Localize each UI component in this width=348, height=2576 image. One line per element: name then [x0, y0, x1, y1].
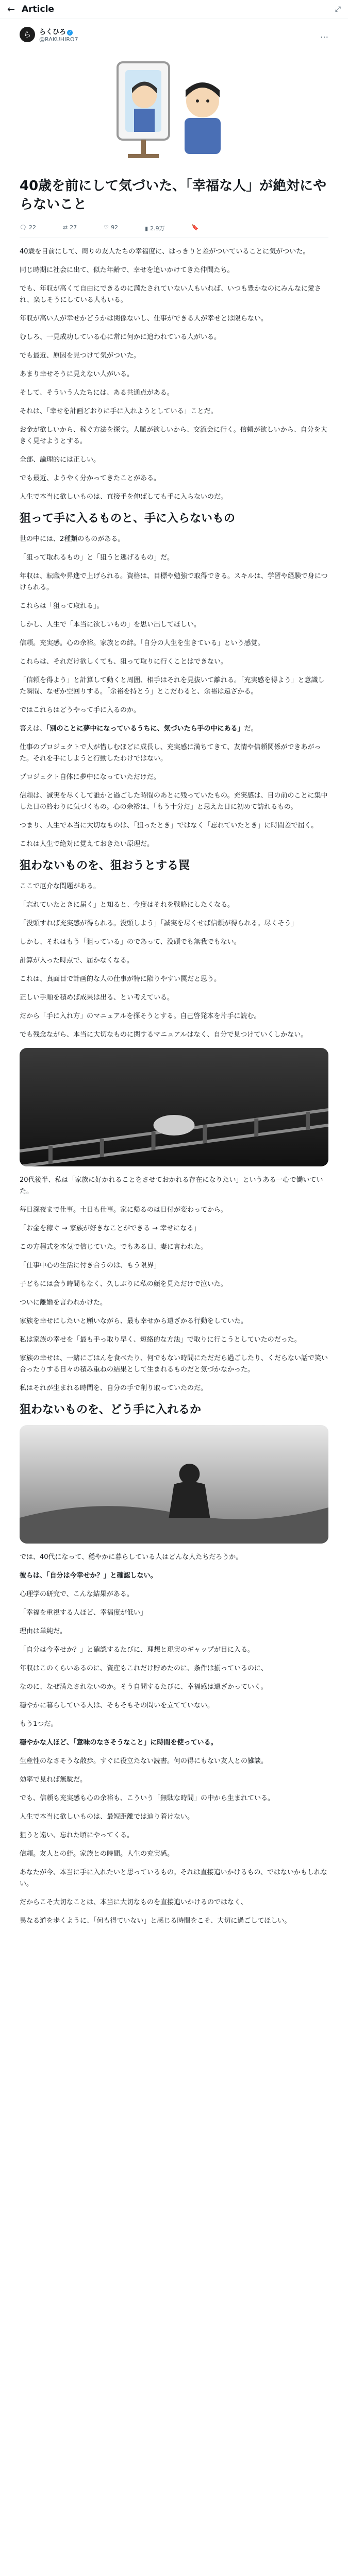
author-name[interactable]: らくひろ — [39, 28, 67, 36]
paragraph: これは、真面目で計画的な人の仕事が特に陥りやすい罠だと思う。 — [20, 975, 221, 983]
paragraph: 全部、論理的には正しい。 — [20, 456, 101, 464]
paragraph: この方程式を本気で信じていた。でもある日、妻に言われた。 — [20, 1243, 208, 1251]
article-body — [20, 246, 328, 1927]
bookmark-button[interactable]: 🔖 — [191, 224, 199, 231]
avatar-letter: ら — [24, 31, 31, 39]
paragraph: これらは「狙って取れる」。 — [20, 602, 104, 610]
paragraph: なのに、なぜ満たされないのか。そう自問するたびに、幸福感は遠ざかっていく。 — [20, 1683, 268, 1691]
paragraph: 正しい手順を積めば成果は出る、とい考えている。 — [20, 994, 174, 1002]
paragraph: プロジェクト自体に夢中になっていただけだ。 — [20, 773, 160, 781]
article-content — [0, 19, 348, 1927]
paragraph: 理由は単純だ。 — [20, 1628, 67, 1635]
top-bar — [0, 0, 348, 19]
paragraph: そして、そういう人たちには、ある共通点がある。 — [20, 389, 174, 397]
paragraph: でも最近、ようやく分かってきたことがある。 — [20, 474, 161, 482]
page-title: Article — [22, 4, 54, 14]
bold-text: 彼らは、「自分は今幸せか？」と確認しない。 — [20, 1572, 157, 1580]
paragraph: 世の中には、2種類のものがある。 — [20, 535, 125, 543]
paragraph: 「信頼を得よう」と計算して動くと周囲、相手はそれを見抜いて離れる。「充実感を得よう」と意識した瞬間、なぜか空回りする。「余裕を持とう」とこだわると、余裕は遠ざかる。 — [20, 676, 325, 696]
paragraph: では、40代になって、穏やかに暮らしている人はどんな人たちだろうか。 — [20, 1553, 243, 1561]
reply-icon: 🗨 — [20, 224, 27, 231]
paragraph — [20, 1570, 328, 1582]
paragraph: 家族の幸せは、一緒にごはんを食べたり、何でもない時間にただだら過ごしたり、くだらない話で笑い合ったりする日々の積み重ねの結果として生まれるものだと気づかなかった。 — [20, 1354, 328, 1374]
paragraph: もう1つだ。 — [20, 1720, 58, 1728]
back-arrow-icon[interactable]: ← — [7, 4, 15, 15]
paragraph: 「自分は今幸せか？」と確認するたびに、理想と現実のギャップが目に入る。 — [20, 1646, 255, 1654]
like-count: 92 — [111, 224, 119, 231]
paragraph: しかし、人生で「本当に欲しいもの」を思い出してほしい。 — [20, 621, 201, 629]
article-photo-person — [20, 1425, 328, 1544]
paragraph: むしろ、一見成功している心に常に何かに追われている人がいる。 — [20, 333, 221, 341]
paragraph: 年収は、転職や昇進で上げられる。資格は、目標や勉強で取得できる。スキルは、学習や経験で身につけられる。 — [20, 572, 328, 591]
paragraph: 人生で本当に欲しいものは、最短距離では辿り着けない。 — [20, 1813, 194, 1821]
paragraph: 毎日深夜まで仕事。土日も仕事。家に帰るのは日付が変わってから。 — [20, 1206, 227, 1214]
text-span: だ。 — [244, 725, 258, 733]
article-title: 40歳を前にして気づいた、「幸福な人」が絶対にやらないこと — [20, 178, 327, 212]
paragraph: 狙うと遠い、忘れた頃にやってくる。 — [20, 1832, 134, 1839]
paragraph: 40歳を目前にして、周りの友人たちの幸福度に、はっきりと差がついていることに気がついた。 — [20, 248, 310, 256]
hero-illustration — [97, 52, 252, 165]
paragraph: 「お金を稼ぐ → 家族が好きなことができる → 幸せになる」 — [20, 1225, 201, 1232]
text-span: 答えは、 — [20, 725, 47, 733]
views-button[interactable] — [145, 224, 165, 232]
paragraph: だからこそ大切なことは、本当に大切なものを直接追いかけるのではなく、 — [20, 1899, 247, 1906]
author-row — [20, 26, 328, 43]
section-heading: 狙わないものを、どう手に入れるか — [20, 1403, 202, 1416]
paragraph — [20, 723, 328, 735]
paragraph: これは人生で絶対に覚えておきたい原理だ。 — [20, 840, 154, 848]
avatar[interactable] — [20, 27, 35, 42]
paragraph: 年収はこのくらいあるのに、資産もこれだけ貯めたのに、条件は揃っているのに、 — [20, 1665, 268, 1672]
repost-count: 27 — [70, 224, 77, 231]
paragraph: 20代後半、私は「家族に好かれることをさせておかれる存在になりたい」というある一心で働いていた。 — [20, 1176, 323, 1195]
paragraph: ここで厄介な問題がある。 — [20, 883, 101, 890]
paragraph: 「仕事中心の生活に付き合うのは、もう限界」 — [20, 1262, 161, 1269]
paragraph: つまり、人生で本当に大切なものは、「狙ったとき」ではなく「忘れていたとき」に時間差で届く。 — [20, 822, 318, 829]
repost-button[interactable] — [63, 224, 77, 232]
paragraph: 生産性のなさそうな散歩。すぐに役立たない読書。何の得にもない友人との雑談。 — [20, 1757, 268, 1765]
reply-count: 22 — [28, 224, 36, 231]
paragraph: 穏やかに暮らしている人は、そもそもその問いを立てていない。 — [20, 1702, 214, 1709]
bold-text: 穏やかな人ほど、「意味のなさそうなこと」に時間を使っている。 — [20, 1739, 218, 1747]
paragraph: 計算が入った時点で、届かなくなる。 — [20, 957, 134, 964]
paragraph: しかし、それはもう「狙っている」のであって、没頭でも無我でもない。 — [20, 938, 241, 946]
paragraph: 子どもには会う時間もなく、久しぶりに私の顔を見ただけで泣いた。 — [20, 1280, 227, 1288]
like-button[interactable] — [104, 224, 118, 232]
paragraph: あまり幸せそうに見えない人がいる。 — [20, 370, 134, 378]
bold-text: 「別のことに夢中になっているうちに、気づいたら手の中にある」 — [46, 725, 244, 733]
article-photo-railway — [20, 1048, 328, 1166]
paragraph: 「没頭すれば充実感が得られる。没頭しよう」「誠実を尽くせば信頼が得られる。尽くそう」 — [20, 920, 298, 927]
paragraph: 信頼。友人との絆。家族との時間。人生の充実感。 — [20, 1850, 174, 1858]
paragraph: 心理学の研究で、こんな結果がある。 — [20, 1590, 134, 1598]
paragraph: だから「手に入れ方」のマニュアルを探そうとする。自己啓発本を片手に読む。 — [20, 1012, 261, 1020]
paragraph: でも、信頼も充実感も心の余裕も、こういう「無駄な時間」の中から生まれている。 — [20, 1794, 275, 1802]
paragraph: 同じ時期に社会に出て、似た年齢で、幸せを追いかけてきた仲間たち。 — [20, 266, 234, 274]
paragraph: 「幸福を重視する人ほど、幸福度が低い」 — [20, 1609, 147, 1617]
paragraph: お金が欲しいから、稼ぐ方法を探す。人脈が欲しいから、交流会に行く。信頼が欲しいから、自分を大きく見せようとする。 — [20, 426, 327, 445]
paragraph: これらは、それだけ欲しくても、狙って取りに行くことはできない。 — [20, 658, 228, 666]
more-options-icon[interactable]: … — [320, 29, 328, 40]
paragraph: 信頼。充実感。心の余裕。家族との絆。「自分の人生を生きている」という感覚。 — [20, 639, 264, 647]
section-heading: 狙わないものを、狙おうとする罠 — [20, 859, 190, 872]
paragraph: あなたが今、本当に手に入れたいと思っているもの。それは直接追いかけるもの、ではないかもしれない。 — [20, 1869, 327, 1888]
heart-icon: ♡ — [104, 224, 109, 231]
paragraph: それは、「幸せを計画どおりに手に入れようとしている」ことだ。 — [20, 408, 218, 415]
author-handle[interactable]: @RAKUHIRO7 — [39, 36, 78, 43]
paragraph: 効率で見れば無駄だ。 — [20, 1776, 87, 1784]
verified-badge-icon: ✓ — [67, 30, 73, 36]
paragraph: 家族を幸せにしたいと願いながら、最も幸せから遠ざかる行動をしていた。 — [20, 1317, 248, 1325]
paragraph: 年収が高い人が幸せかどうかは関係ないし、仕事ができる人が幸せとは限らない。 — [20, 315, 268, 323]
author-info — [39, 26, 78, 43]
view-count: 2.9万 — [150, 225, 165, 232]
paragraph: 「狙って取れるもの」と「狙うと逃げるもの」だ。 — [20, 554, 174, 562]
paragraph: 信頼は、誠実を尽くして誰かと過ごした時間のあとに残っていたもの。充実感は、目の前のことに集中した日の終わりに気づくもの。心の余裕は、「もう十分だ」と思えた日に初めて訪れるもの。 — [20, 792, 328, 811]
paragraph — [20, 1737, 328, 1749]
paragraph: ではこれらはどうやって手に入るのか。 — [20, 706, 141, 714]
paragraph: 異なる道を歩くように、「何も得ていない」と感じる時間をこそ、大切に過ごしてほしい。 — [20, 1917, 291, 1925]
views-icon: ▮ — [145, 225, 148, 232]
paragraph: でも最近、原因を見つけて気がついた。 — [20, 352, 141, 360]
paragraph: でも、年収が高くて自由にできるのに満たされていない人もいれば、いつも豊かなのにみんなに愛され、楽しそうにしている人もいる。 — [20, 285, 322, 304]
paragraph: 私はそれが生まれる時間を、自分の手で削り取っていたのだ。 — [20, 1384, 208, 1392]
reply-button[interactable] — [20, 224, 36, 232]
section-heading: 狙って手に入るものと、手に入らないもの — [20, 512, 236, 525]
paragraph: 仕事のプロジェクトで人が惜しむほどに成長し、充実感に満ちてきて、友情や信頼関係ができあがった。それを手にしようと行動したわけではない。 — [20, 743, 321, 762]
paragraph: でも残念ながら、本当に大切なものに関するマニュアルはなく、自分で見つけていくしかない。 — [20, 1031, 308, 1039]
paragraph: 「忘れていたときに届く」と知ると、今度はそれを戦略にしたくなる。 — [20, 901, 235, 909]
action-bar — [20, 221, 328, 238]
paragraph: ついに離婚を言われかけた。 — [20, 1299, 107, 1307]
paragraph: 私は家族の幸せを「最も手っ取り早く、短絡的な方法」で取りに行こうとしていたのだった。 — [20, 1336, 301, 1344]
expand-icon[interactable]: ⤢ — [335, 5, 341, 13]
repost-icon: ⇄ — [62, 224, 68, 231]
paragraph: 人生で本当に欲しいものは、直接手を伸ばしても手に入らないのだ。 — [20, 493, 228, 501]
